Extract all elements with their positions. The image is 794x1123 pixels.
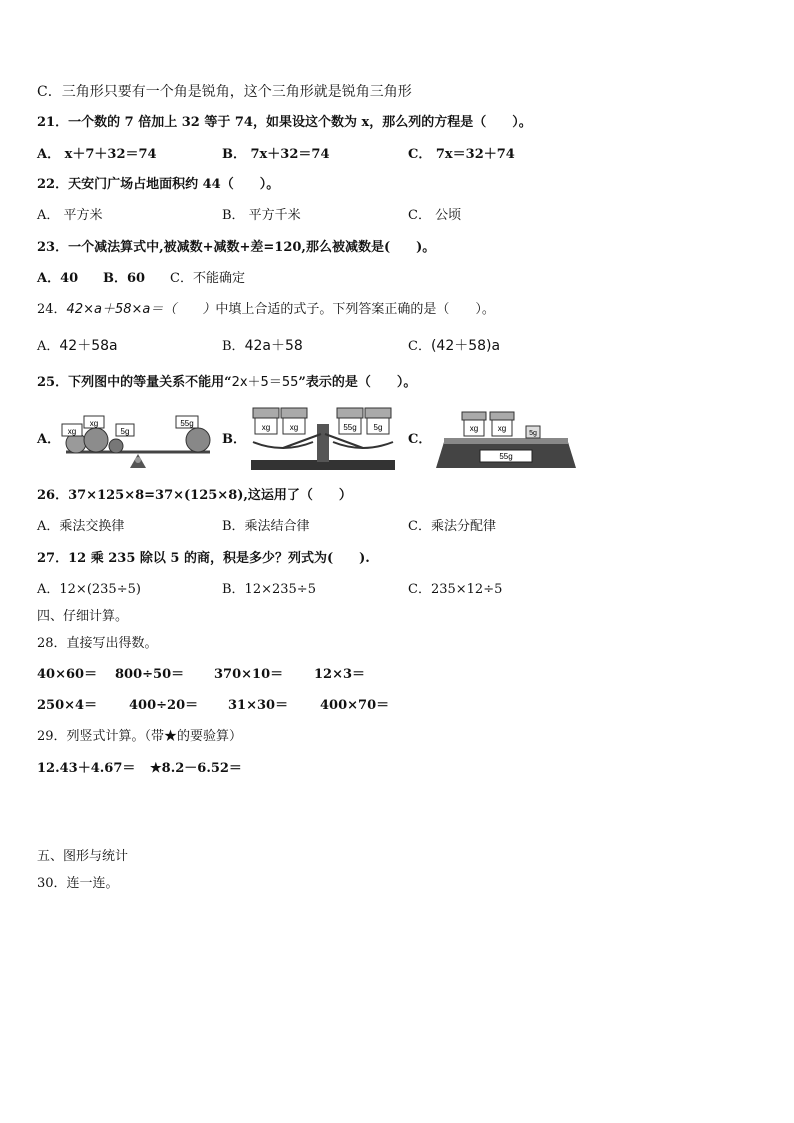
question-27-stem: 27．12 乘 235 除以 5 的商，积是多少？列式为( ).	[37, 551, 370, 566]
question-28-stem: 28．直接写出得数。	[37, 636, 158, 651]
question-28-row1-item4: 12×3＝	[314, 667, 366, 682]
question-26-option-a: A．乘法交换律	[37, 519, 125, 534]
platform-scale-illustration	[432, 408, 580, 472]
question-23-option-b: B．60	[103, 271, 146, 286]
question-24-option-a-math: 42＋58a	[59, 338, 118, 354]
question-24-option-c-math: (42＋58)a	[430, 338, 501, 354]
question-24-stem	[37, 302, 495, 318]
question-20-option-c: C．三角形只要有一个角是锐角，这个三角形就是锐角三角形	[37, 84, 412, 100]
question-25-option-a-label: A．	[37, 432, 61, 447]
section-4-heading: 四、仔细计算。	[37, 609, 129, 624]
question-24-option-c-label: C．	[408, 339, 431, 354]
platform-weight-1: xg	[469, 424, 479, 433]
question-24-option-a	[37, 338, 118, 355]
question-23-stem: 23．一个减法算式中,被减数+减数+差=120,那么被减数是( )。	[37, 240, 436, 255]
question-27-option-b: B．12×235÷5	[222, 582, 316, 597]
question-24-math: 42×a＋58×a＝（ ）	[66, 302, 216, 317]
question-24-option-a-label: A．	[37, 339, 60, 354]
question-25-stem-text: 25．下列图中的等量关系不能用“	[37, 375, 232, 390]
question-25-stem	[37, 375, 416, 391]
question-25-option-b-label: B．	[222, 432, 246, 447]
question-27-option-c: C．235×12÷5	[408, 582, 503, 597]
scale-left-weight-1: xg	[261, 423, 271, 432]
question-22-stem: 22．天安门广场占地面积约 44（ ）。	[37, 177, 280, 192]
question-21-option-b: B． 7x＋32＝74	[222, 147, 330, 162]
question-29-item1: 12.43＋4.67＝	[37, 761, 136, 776]
question-25-math: 2x＋5＝55	[231, 375, 299, 390]
question-24-option-b	[222, 338, 303, 355]
question-25-option-b-image	[243, 404, 403, 474]
question-24-option-b-label: B．	[222, 339, 245, 354]
question-26-option-b: B．乘法结合律	[222, 519, 310, 534]
question-25-option-a-image	[58, 408, 218, 470]
question-21-stem: 21．一个数的 7 倍加上 32 等于 74，如果设这个数为 x，那么列的方程是（ ）。	[37, 115, 532, 130]
question-21-option-a: A． x＋7＋32＝74	[37, 147, 157, 162]
scale-left-weight-2: xg	[289, 423, 299, 432]
question-23-option-a: A．40	[37, 271, 79, 286]
question-22-option-b: B． 平方千米	[222, 208, 301, 223]
platform-display-label: 55g	[499, 452, 513, 461]
balance-scale-illustration	[243, 404, 403, 474]
scale-right-weight-2: 5g	[373, 423, 383, 432]
question-28-row1-item3: 370×10＝	[214, 667, 284, 682]
question-24-option-c	[408, 338, 500, 355]
question-25-option-c-label: C．	[408, 432, 432, 447]
question-28-row1-item2: 800÷50＝	[115, 667, 185, 682]
question-24-number: 24．	[37, 302, 67, 317]
platform-weight-3: 5g	[529, 430, 537, 437]
question-28-row2-item2: 400÷20＝	[129, 698, 199, 713]
question-22-option-c: C． 公顷	[408, 208, 462, 223]
question-29-stem: 29．列竖式计算。（带★的要验算）	[37, 729, 243, 744]
platform-weight-2: xg	[497, 424, 507, 433]
question-28-row2-item4: 400×70＝	[320, 698, 390, 713]
question-28-row2-item3: 31×30＝	[228, 698, 289, 713]
question-24-stem-text: 中填上合适的式子。下列答案正确的是（ ）。	[215, 302, 495, 317]
question-29-item2: ★8.2－6.52＝	[150, 761, 242, 776]
question-30-stem: 30．连一连。	[37, 876, 119, 891]
question-24-option-b-math: 42a＋58	[244, 338, 303, 354]
seesaw-illustration	[58, 408, 218, 470]
section-5-heading: 五、图形与统计	[37, 849, 129, 864]
question-21-option-c: C． 7x＝32＋74	[408, 147, 515, 162]
question-25-stem-end: ”表示的是（ ）。	[298, 375, 417, 390]
question-23-option-c: C．不能确定	[170, 271, 245, 286]
question-28-row1-item1: 40×60＝	[37, 667, 98, 682]
question-25-option-c-image	[432, 408, 580, 472]
question-26-option-c: C．乘法分配律	[408, 519, 496, 534]
question-22-option-a: A． 平方米	[37, 208, 103, 223]
scale-right-weight-1: 55g	[343, 423, 357, 432]
seesaw-right-weight-1: 55g	[180, 419, 194, 428]
seesaw-left-weight-2: xg	[89, 419, 99, 428]
question-27-option-a: A．12×(235÷5)	[37, 582, 141, 597]
question-26-stem: 26．37×125×8=37×(125×8),这运用了（ ）	[37, 488, 352, 503]
seesaw-left-weight-3: 5g	[120, 427, 130, 436]
question-28-row2-item1: 250×4＝	[37, 698, 98, 713]
seesaw-left-weight-1: xg	[67, 427, 77, 436]
